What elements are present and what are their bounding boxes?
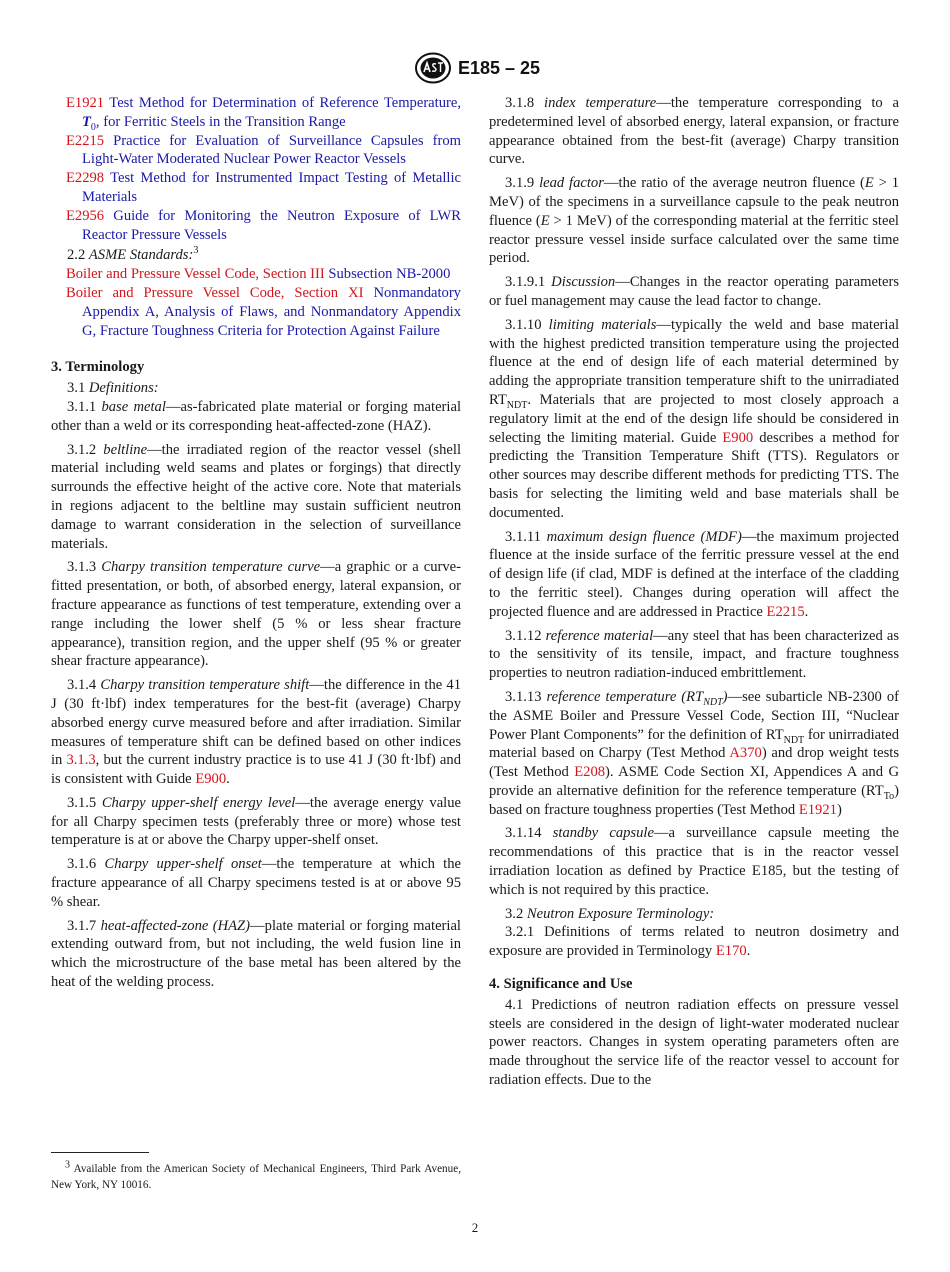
link-e2215[interactable]: E2215: [766, 603, 805, 620]
reference-asme-section-iii: Boiler and Pressure Vessel Code, Section III Subsection NB-2000: [66, 266, 451, 283]
reference-e2215: E2215 Practice for Evaluation of Surveillance Capsules from Light-Water Moderated Nuclear Power Reactor Vessels: [66, 132, 461, 168]
definition-3-1-13: 3.1.13 reference temperature $(RT_{NDT})—see$ subarticle NB-2300 of the ASME Boiler and Pressure Vessel Code, Section III, “Nuclear Power Plant Components” for the definition of $RT_{NDT}$ for unirradiated material based on Charpy (Test Method A370) and drop weight tests (Test Method E208). ASME Code Section XI, Appendices A and G provide an alternative definition for the reference temperature $(RT_{To})$ based on fracture toughness properties (Test Method E1921): [489, 688, 899, 818]
link-3-1-3[interactable]: 3.1.3: [66, 752, 96, 769]
neutron-exposure-heading: 3.2 Neutron Exposure Terminology:: [505, 905, 715, 922]
definition-3-1-7: 3.1.7 heat-affected-zone (HAZ)—plate material or forging material extending outward from, but not including, the weld fusion line in which the microstructure of the base metal has been altered by the heat of the welding process.: [51, 917, 461, 991]
section-heading-terminology: 3. Terminology: [51, 359, 145, 376]
reference-code[interactable]: E1921: [66, 95, 105, 111]
left-column: [51, 94, 461, 997]
footnote: $^3$ Available from the American Society of Mechanical Engineers, Third Park Avenue, New York, NY 10016.: [51, 1159, 461, 1191]
definition-3-1-5: 3.1.5 Charpy upper-shelf energy level—the average energy value for all Charpy specimen tests (preferably three or more) whose test temperature is at or above the Charpy upper-shelf onset.: [51, 794, 462, 849]
definition-3-1-14: 3.1.14 standby capsule—a surveillance capsule meeting the recommendations of this practice that is in the reactor vessel irradiation location as defined by Practice E185, but the testing of which is not required by this practice.: [489, 825, 899, 898]
link-a370[interactable]: A370: [729, 745, 762, 762]
definition-3-1-11: 3.1.11 maximum design fluence (MDF)—the maximum projected fluence at the inside surface of the ferritic pressure vessel at the end of design life (if clad, MDF is defined at the interface of the cladding to the ferritic steel). Changes during operation will affect the projected fluence and are addressed in Practice E2215.: [489, 528, 899, 620]
reference-e2956: E2956 Guide for Monitoring the Neutron Exposure of LWR Reactor Pressure Vessels: [66, 207, 461, 243]
paragraph-4-1: 4.1 Predictions of neutron radiation effects on pressure vessel steels are considered in the design of light-water moderated nuclear power reactors. Changes in system operating parameters often are made throughout the service life of the reactor vessel to account for radiation effects. Due to the: [489, 996, 899, 1089]
page-number: 2: [471, 1220, 479, 1235]
reference-e1921: E1921 Test Method for Determination of Reference Temperature, $T_0$, for Ferritic Steels in the Transition Range: [66, 95, 461, 133]
footnote-divider: [51, 1152, 149, 1153]
right-column: [489, 94, 899, 1090]
definition-3-1-1: 3.1.1 base metal—as-fabricated plate material or forging material other than a weld or its corresponding heat-affected-zone (HAZ).: [51, 398, 462, 434]
definition-3-1-10: 3.1.10 limiting materials—typically the weld and base material with the highest predicted transition temperature using the projected fluence at the end of design life of each material determined by adding the appropriate transition temperature shift to the unirradiated $RT_{NDT}$. Materials that are projected to most closely approach a regulatory limit at the end of the design life should be considered in selecting the limiting material. Guide E900 describes a method for predicting the Transition Temperature Shift (TTS). Regulators or other sources may describe different methods for predicting TTS. The basis for selecting the limiting weld and base materials shall be documented.: [489, 316, 900, 521]
link-e900[interactable]: E900: [722, 429, 754, 446]
reference-code[interactable]: E2215: [66, 132, 105, 149]
link-e1921[interactable]: E1921: [798, 801, 837, 818]
link-e900[interactable]: E900: [195, 771, 227, 788]
definition-3-1-12: 3.1.12 reference material—any steel that has been characterized as to the sensitivity of its tensile, impact, and fracture toughness properties to neutron radiation-induced embrittlement.: [489, 627, 899, 682]
definition-3-1-3: 3.1.3 Charpy transition temperature curve—a graphic or a curve-fitted presentation, or both, of absorbed energy, lateral expansion, or fracture appearance as functions of test temperature, extending over a range including the lower shelf (5 % or less shear fracture appearance), transition region, and the upper shelf (95 % or greater shear fracture appearance).: [51, 559, 461, 670]
document-id: E185 – 25: [458, 58, 541, 78]
reference-code[interactable]: E2956: [66, 207, 105, 224]
definition-3-1-8: 3.1.8 index temperature—the temperature corresponding to a predetermined level of absorbed energy, lateral expansion, or fracture appearance obtained from the best-fit (average) Charpy transition curve.: [489, 95, 900, 168]
section-heading-significance: 4. Significance and Use: [489, 976, 633, 993]
footnote-ref[interactable]: 3: [193, 245, 199, 257]
definition-3-1-9: 3.1.9 lead factor—the ratio of the average neutron fluence (E > 1 MeV) of the specimens in a surveillance capsule to the peak neutron fluence (E > 1 MeV) of the corresponding material at the ferritic steel reactor pressure vessel inside surface calculated over the same time period.: [489, 175, 900, 267]
definition-3-2-1: 3.2.1 Definitions of terms related to neutron dosimetry and exposure are provided in Terminology E170.: [489, 924, 899, 960]
reference-code[interactable]: E2298: [66, 170, 105, 187]
definition-3-1-2: 3.1.2 beltline—the irradiated region of the reactor vessel (shell material including weld seams and plates or forgings) that directly surrounds the effective height of the active core. Note that materials in regions adjacent to the beltline may sustain sufficient neutron damage to warrant consideration in the selection of surveillance materials.: [51, 441, 461, 552]
link-e208[interactable]: E208: [574, 764, 606, 781]
link-e170[interactable]: E170: [715, 943, 747, 960]
reference-asme-section-xi: Boiler and Pressure Vessel Code, Section XI Nonmandatory Appendix A, Analysis of Flaws, and Nonmandatory Appendix G, Fracture Toughness Criteria for Protection Against Failure: [66, 284, 461, 339]
definition-3-1-4: 3.1.4 Charpy transition temperature shift—the difference in the 41 J (30 ft·lbf) index temperatures for the best-fit (average) Charpy absorbed energy curve measured before and after irradiation. Similar measures of temperature shift can be defined based on other indices in 3.1.3, but the current industry practice is to use 41 J (30 ft·lbf) and is consistent with Guide E900.: [51, 677, 461, 788]
definition-3-1-6: 3.1.6 Charpy upper-shelf onset—the temperature at which the fracture appearance of all Charpy specimens tested is at or above 95 % shear.: [51, 856, 461, 910]
astm-logo-icon: [414, 52, 452, 84]
definitions-heading: 3.1 Definitions:: [67, 380, 159, 397]
page-header: [0, 52, 950, 86]
definition-3-1-9-1: 3.1.9.1 Discussion—Changes in the reactor operating parameters or fuel management may cause the lead factor to change.: [489, 274, 899, 309]
asme-standards-heading: 2.2 ASME Standards:$^3$: [67, 245, 199, 264]
reference-e2298: E2298 Test Method for Instrumented Impact Testing of Metallic Materials: [66, 170, 461, 205]
